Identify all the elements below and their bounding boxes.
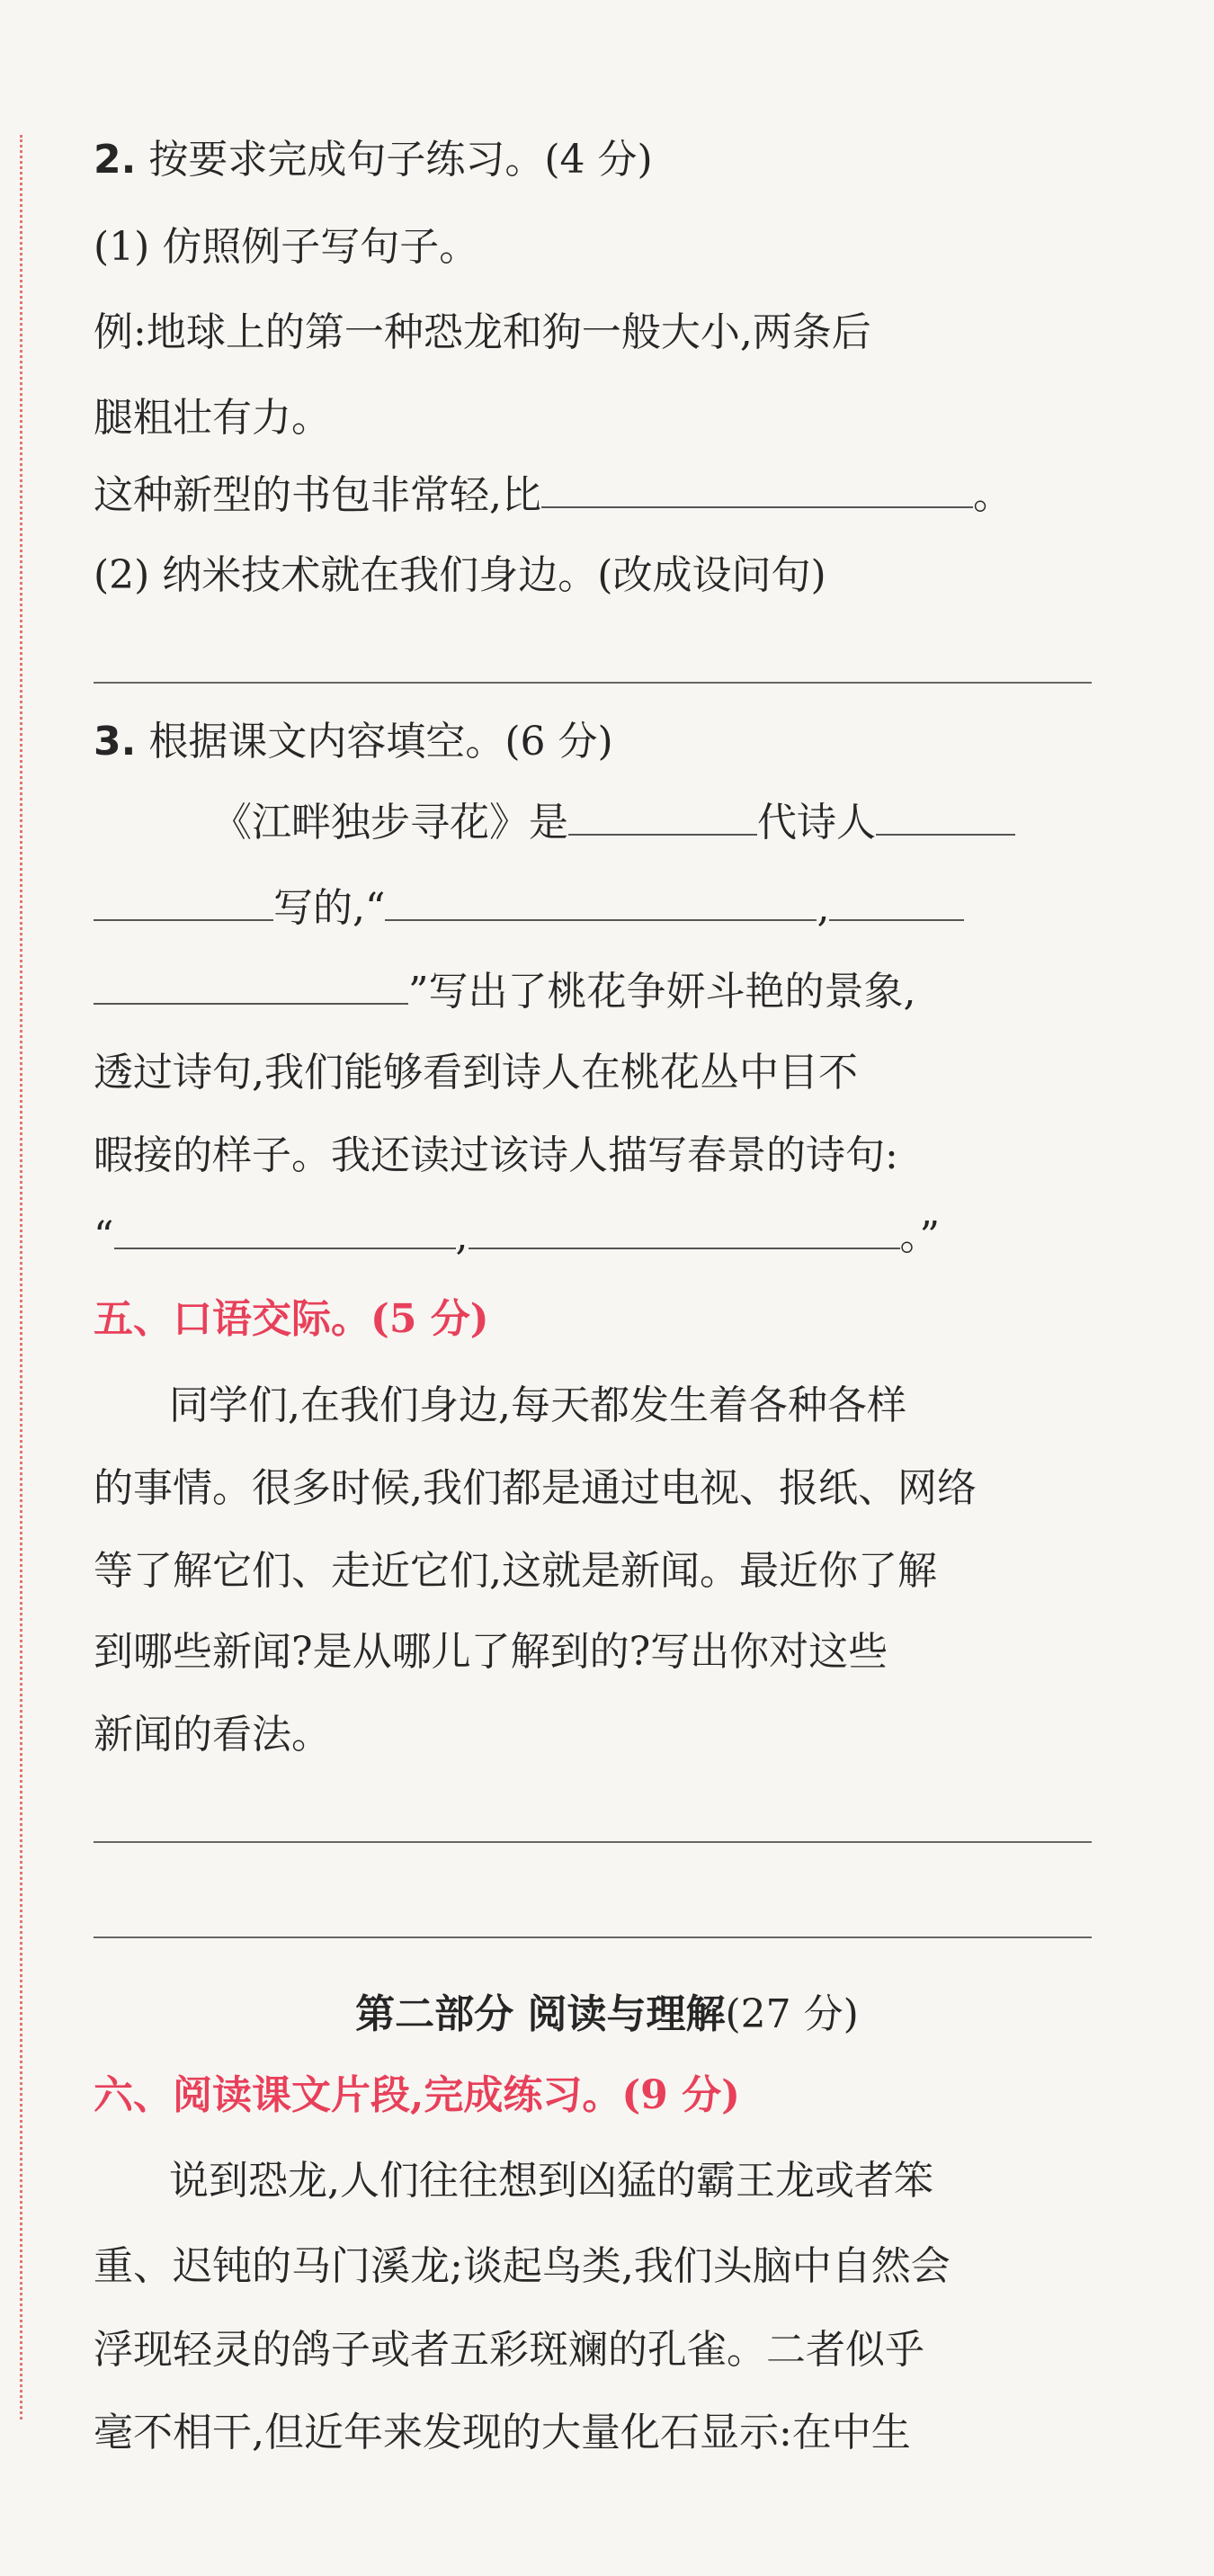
part2-title: 第二部分 阅读与理解 [355, 1991, 726, 2037]
q3-poet-blank-b[interactable] [94, 889, 273, 921]
q3-verse-blank-1[interactable] [385, 889, 817, 921]
q2-fill-line [94, 469, 1013, 523]
s6-para-line3: 浮现轻灵的鸽子或者五彩斑斓的孔雀。二者似乎 [94, 2327, 924, 2373]
part2-score: (27 分) [725, 1991, 859, 2037]
q2-part1: (1) 仿照例子写句子。 [94, 224, 479, 270]
q3-l6-close: 。” [899, 1213, 940, 1259]
q3-l1-a: 《江畔独步寻花》是 [212, 800, 568, 845]
s5-para-line2: 的事情。很多时候,我们都是通过电视、报纸、网络 [94, 1465, 977, 1511]
q3-title-line [94, 715, 613, 769]
q3-l2-a: 写的,“ [273, 885, 386, 931]
q3-title: 根据课文内容填空。(6 分) [148, 719, 613, 765]
s6-para-line2: 重、迟钝的马门溪龙;谈起鸟类,我们头脑中自然会 [94, 2243, 951, 2289]
q2-title: 按要求完成句子练习。(4 分) [148, 137, 653, 183]
q3-number: 3. [94, 719, 137, 765]
q3-line3 [94, 965, 915, 1019]
part2-title-line [0, 1988, 1214, 2042]
q3-line6 [94, 1210, 940, 1264]
q2-fill-blank[interactable] [541, 476, 973, 508]
margin-dotted-line [20, 135, 22, 2419]
s5-answer-line-1[interactable] [94, 1841, 1092, 1843]
q3-verse-blank-2b[interactable] [94, 972, 408, 1005]
q2-part2: (2) 纳米技术就在我们身边。(改成设问句) [94, 552, 826, 598]
q2-example-line1: 例:地球上的第一种恐龙和狗一般大小,两条后 [94, 309, 871, 355]
q3-line1 [212, 796, 1015, 850]
q3-dynasty-blank[interactable] [568, 803, 757, 836]
q3-l6-comma: , [455, 1213, 469, 1259]
q3-line4: 透过诗句,我们能够看到诗人在桃花丛中目不 [94, 1050, 858, 1096]
q2-number: 2. [94, 137, 137, 183]
q2-answer-line[interactable] [94, 682, 1092, 684]
s6-para-line1: 说到恐龙,人们往往想到凶猛的霸王龙或者笨 [169, 2158, 933, 2204]
q2-fill-suffix: 。 [973, 472, 1013, 518]
s6-heading: 六、阅读课文片段,完成练习。(9 分) [94, 2072, 740, 2118]
s5-para-line5: 新闻的看法。 [94, 1712, 331, 1758]
s5-para-line3: 等了解它们、走近它们,这就是新闻。最近你了解 [94, 1548, 937, 1594]
q2-title-line [94, 133, 653, 187]
q3-spring-blank-1[interactable] [114, 1217, 456, 1249]
q2-fill-prefix: 这种新型的书包非常轻,比 [94, 472, 541, 518]
q3-line5: 暇接的样子。我还读过该诗人描写春景的诗句: [94, 1132, 898, 1178]
q3-verse-blank-2a[interactable] [829, 889, 964, 921]
s6-para-line4: 毫不相干,但近年来发现的大量化石显示:在中生 [94, 2410, 911, 2455]
q2-example-line2: 腿粗壮有力。 [94, 395, 331, 441]
s5-para-line4: 到哪些新闻?是从哪儿了解到的?写出你对这些 [94, 1629, 888, 1675]
q3-l6-open: “ [94, 1213, 114, 1259]
q3-spring-blank-2[interactable] [469, 1217, 900, 1249]
q3-l3: ”写出了桃花争妍斗艳的景象, [408, 969, 916, 1015]
s5-answer-line-2[interactable] [94, 1936, 1092, 1938]
q3-line2 [94, 881, 964, 935]
q3-poet-blank-a[interactable] [876, 803, 1015, 836]
q3-l1-b: 代诗人 [757, 800, 876, 845]
s5-para-line1: 同学们,在我们身边,每天都发生着各种各样 [169, 1382, 906, 1428]
q3-l2-b: , [817, 885, 830, 931]
s5-heading: 五、口语交际。(5 分) [94, 1296, 489, 1342]
